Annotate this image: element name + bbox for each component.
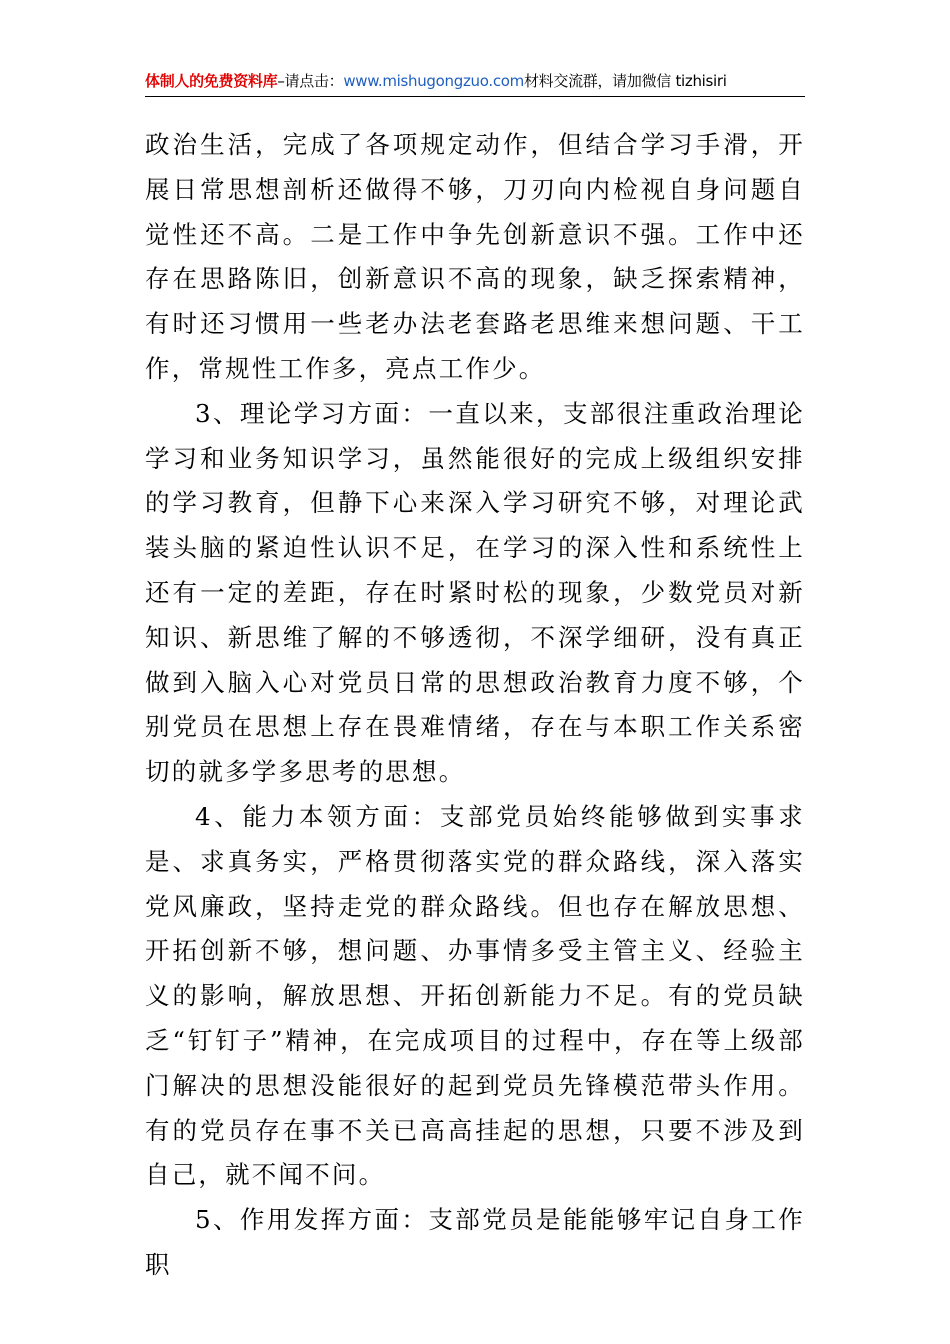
paragraph-ability: 4、能力本领方面：支部党员始终能够做到实事求是、求真务实，严格贯彻落实党的群众路线，深入落实党风廉政，坚持走党的群众路线。但也存在解放思想、开拓创新不够，想问题、办事情多受主管主义、经验主义的影响，解放思想、开拓创新能力不足。有的党员缺乏“钉钉子”精神，在完成项目的过程中，存在等上级部门解决的思想没能很好的起到党员先锋模范带头作用。有的党员存在事不关已高高挂起的思想，只要不涉及到自己，就不闻不问。 (145, 801, 805, 1190)
paragraph-role: 5、作用发挥方面：支部党员是能能够牢记自身工作职 (145, 1205, 805, 1279)
header-prompt: –请点击： (277, 72, 344, 90)
paragraph-continued: 政治生活，完成了各项规定动作，但结合学习手滑，开展日常思想剖析还做得不够，刀刃向内检视自身问题自觉性还不高。二是工作中争先创新意识不强。工作中还存在思路陈旧，创新意识不高的现象，缺乏探索精神，有时还习惯用一些老办法老套路老思维来想问题、干工作，常规性工作多，亮点工作少。 (145, 130, 805, 383)
header-divider (145, 96, 805, 97)
page-header (145, 66, 805, 96)
header-brand: 体制人的免费资料库 (145, 72, 278, 90)
header-wechat-note: 材料交流群，请加微信 tizhisiri (523, 72, 727, 90)
paragraph-theory-study: 3、理论学习方面：一直以来，支部很注重政治理论学习和业务知识学习，虽然能很好的完成上级组织安排的学习教育，但静下心来深入学习研究不够，对理论武装头脑的紧迫性认识不足，在学习的深入性和系统性上还有一定的差距，存在时紧时松的现象，少数党员对新知识、新思维了解的不够透彻，不深学细研，没有真正做到入脑入心对党员日常的思想政治教育力度不够，个别党员在思想上存在畏难情绪，存在与本职工作关系密切的就多学多思考的思想。 (145, 398, 805, 787)
header-site-link[interactable]: www.mishugongzuo.com (343, 72, 524, 90)
document-body (145, 123, 805, 1288)
